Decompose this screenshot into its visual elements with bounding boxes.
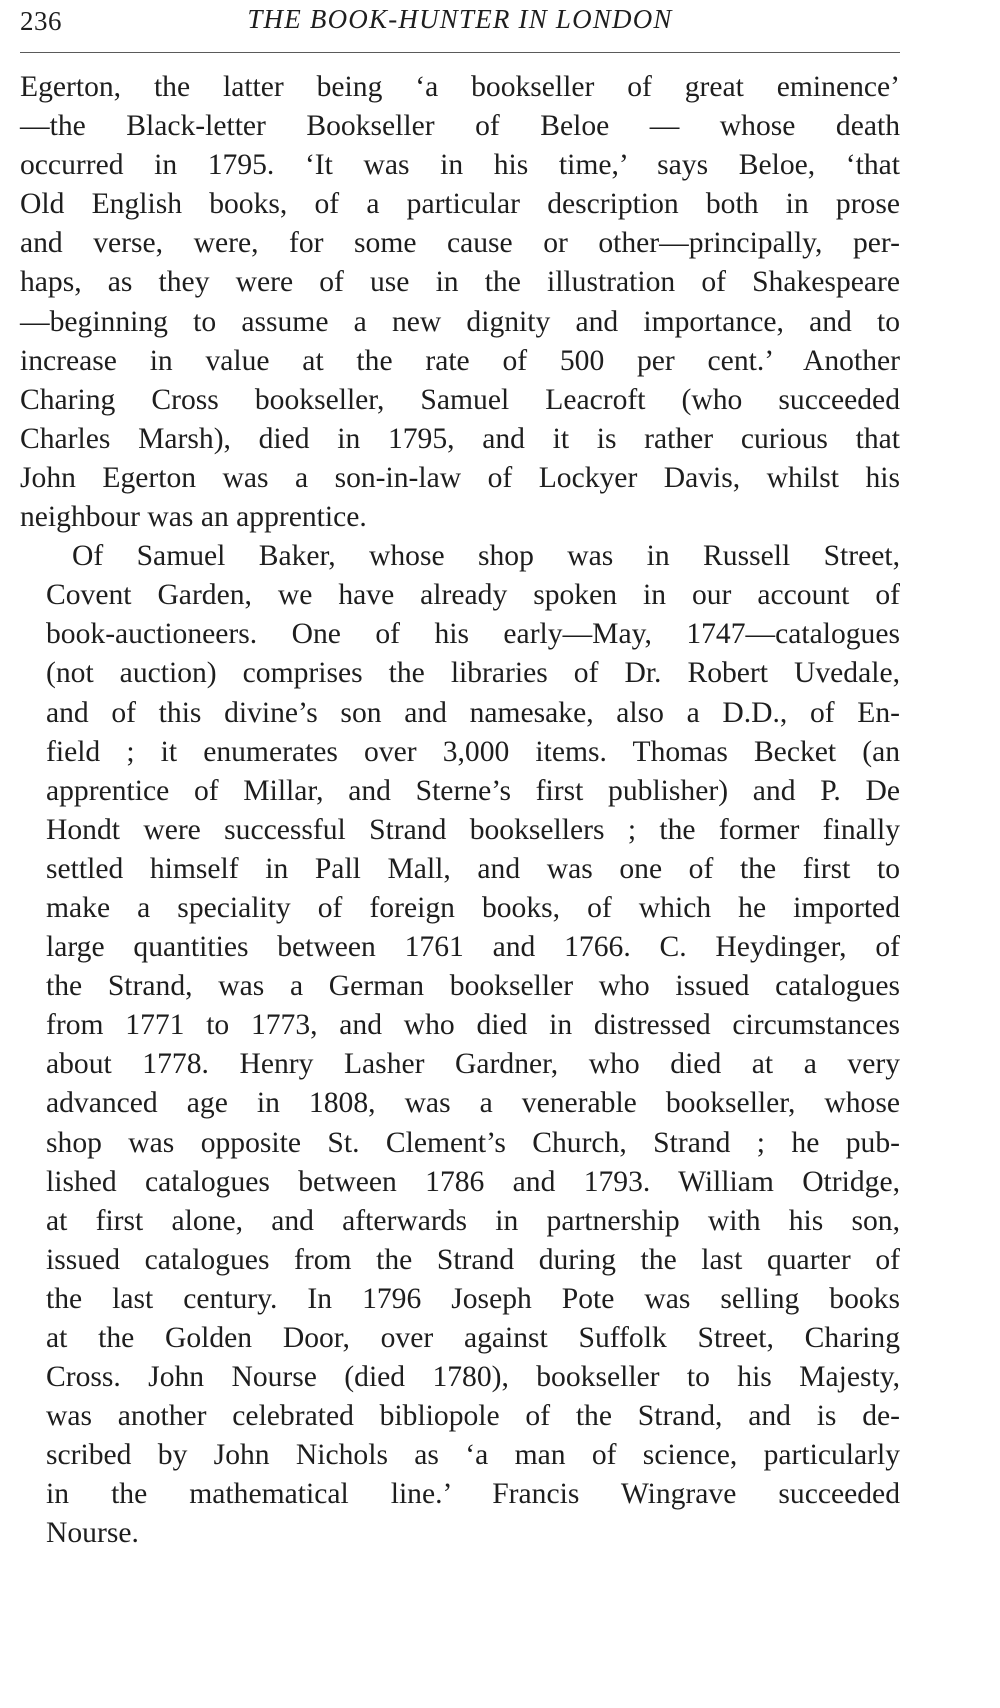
text-line: John Egerton was a son-in-law of Lockyer Davis, whilst his: [20, 461, 900, 494]
text-line: Nourse.: [46, 1517, 139, 1550]
text-line: make a speciality of foreign books, of which he imported: [46, 891, 900, 924]
text-line: issued catalogues from the Strand during the last quarter of: [46, 1243, 900, 1276]
text-line: Charing Cross bookseller, Samuel Leacroft (who succeeded: [20, 383, 900, 416]
text-line: neighbour was an apprentice.: [20, 501, 367, 534]
paragraph-1: [20, 68, 900, 537]
text-line: field ; it enumerates over 3,000 items. Thomas Becket (an: [46, 735, 900, 768]
book-page: [20, 0, 900, 1708]
text-line: shop was opposite St. Clement’s Church, Strand ; he pub-: [46, 1126, 900, 1159]
text-line: and verse, were, for some cause or other—principally, per-: [20, 227, 900, 260]
text-line: increase in value at the rate of 500 per cent.’ Another: [20, 344, 900, 377]
text-line: advanced age in 1808, was a venerable bookseller, whose: [46, 1087, 900, 1120]
text-line: haps, as they were of use in the illustration of Shakespeare: [20, 266, 900, 299]
text-line: large quantities between 1761 and 1766. C. Heydinger, of: [46, 931, 900, 964]
running-title: THE BOOK-HUNTER IN LONDON: [247, 4, 673, 34]
text-line: Cross. John Nourse (died 1780), bookseller to his Majesty,: [46, 1361, 900, 1394]
text-line: and of this divine’s son and namesake, also a D.D., of En-: [46, 696, 900, 729]
text-line: lished catalogues between 1786 and 1793. William Otridge,: [46, 1165, 900, 1198]
text-line: Old English books, of a particular description both in prose: [20, 188, 900, 221]
text-line: apprentice of Millar, and Sterne’s first publisher) and P. De: [46, 774, 900, 807]
text-line: book-auctioneers. One of his early—May, 1747—catalogues: [46, 618, 900, 651]
text-line: Covent Garden, we have already spoken in our account of: [46, 579, 900, 612]
text-line: Of Samuel Baker, whose shop was in Russell Street,: [72, 540, 900, 573]
text-line: at the Golden Door, over against Suffolk Street, Charing: [46, 1322, 900, 1354]
text-line: about 1778. Henry Lasher Gardner, who died at a very: [46, 1048, 900, 1081]
paragraph-2: [20, 537, 900, 1553]
page-number: 236: [20, 6, 62, 36]
text-line: Hondt were successful Strand booksellers ; the former finally: [46, 813, 900, 846]
text-line: —beginning to assume a new dignity and importance, and to: [20, 305, 900, 338]
text-line: —the Black-letter Bookseller of Beloe — whose death: [20, 110, 900, 143]
text-line: settled himself in Pall Mall, and was one of the first to: [46, 852, 900, 885]
text-line: scribed by John Nichols as ‘a man of science, particularly: [46, 1439, 900, 1472]
text-line: Egerton, the latter being ‘a bookseller of great eminence’: [20, 71, 900, 103]
text-line: Charles Marsh), died in 1795, and it is rather curious that: [20, 422, 900, 455]
text-line: in the mathematical line.’ Francis Wingrave succeeded: [46, 1478, 900, 1511]
text-line: at first alone, and afterwards in partnership with his son,: [46, 1204, 900, 1237]
text-line: (not auction) comprises the libraries of Dr. Robert Uvedale,: [46, 657, 900, 690]
text-line: occurred in 1795. ‘It was in his time,’ says Beloe, ‘that: [20, 149, 900, 182]
text-line: the Strand, was a German bookseller who issued catalogues: [46, 970, 900, 1003]
body-text: [20, 68, 900, 1554]
text-line: was another celebrated bibliopole of the Strand, and is de-: [46, 1400, 900, 1433]
text-line: the last century. In 1796 Joseph Pote was selling books: [46, 1282, 900, 1315]
page-header: [20, 0, 900, 53]
text-line: from 1771 to 1773, and who died in distressed circumstances: [46, 1009, 900, 1042]
